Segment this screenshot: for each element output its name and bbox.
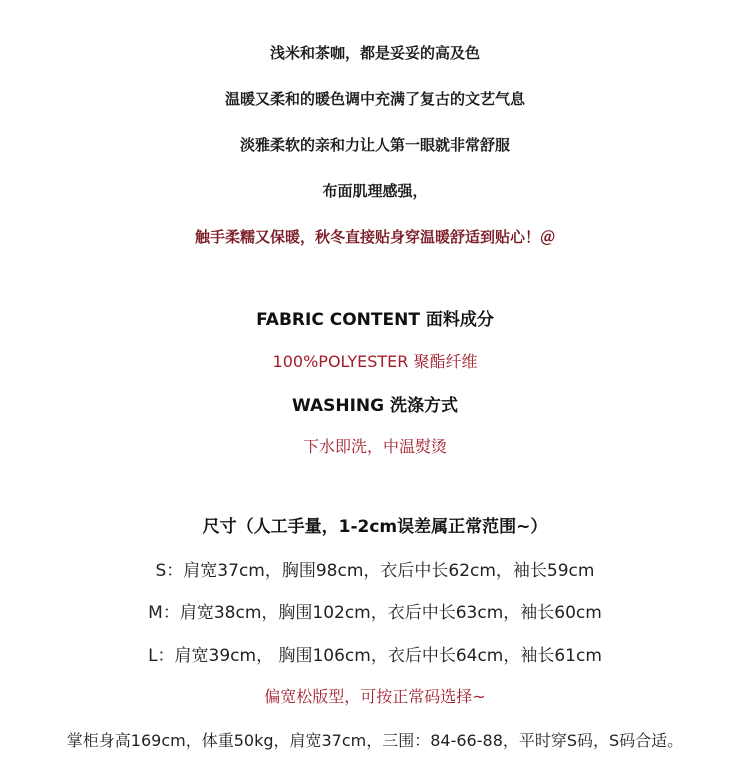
fit-note: 偏宽松版型，可按正常码选择~ [264,687,486,706]
size-row-l: L：肩宽39cm， 胸围106cm，衣后中长64cm，袖长61cm [148,646,602,666]
fabric-value: 100%POLYESTER 聚酯纤维 [272,352,478,371]
intro-line-1: 浅米和茶咖，都是妥妥的高及色 [269,44,480,62]
size-row-s: S：肩宽37cm，胸围98cm，衣后中长62cm，袖长59cm [155,561,595,581]
washing-heading: WASHING 洗涤方式 [291,396,459,416]
size-heading: 尺寸（人工手量，1-2cm误差属正常范围~） [202,517,548,537]
intro-line-2: 温暖又柔和的暖色调中充满了复古的文艺气息 [224,90,525,108]
intro-line-5: 触手柔糯又保暖，秋冬直接贴身穿温暖舒适到贴心！＠ [194,228,555,246]
intro-line-4: 布面肌理感强， [322,182,428,200]
intro-line-3: 淡雅柔软的亲和力让人第一眼就非常舒服 [239,136,510,154]
fabric-heading: FABRIC CONTENT 面料成分 [256,310,494,330]
model-info: 掌柜身高169cm，体重50kg，肩宽37cm，三围：84-66-88，平时穿S码，S码合适。 [66,731,684,750]
washing-value: 下水即洗，中温熨烫 [302,437,447,456]
size-row-m: M：肩宽38cm，胸围102cm，衣后中长63cm，袖长60cm [148,603,602,623]
